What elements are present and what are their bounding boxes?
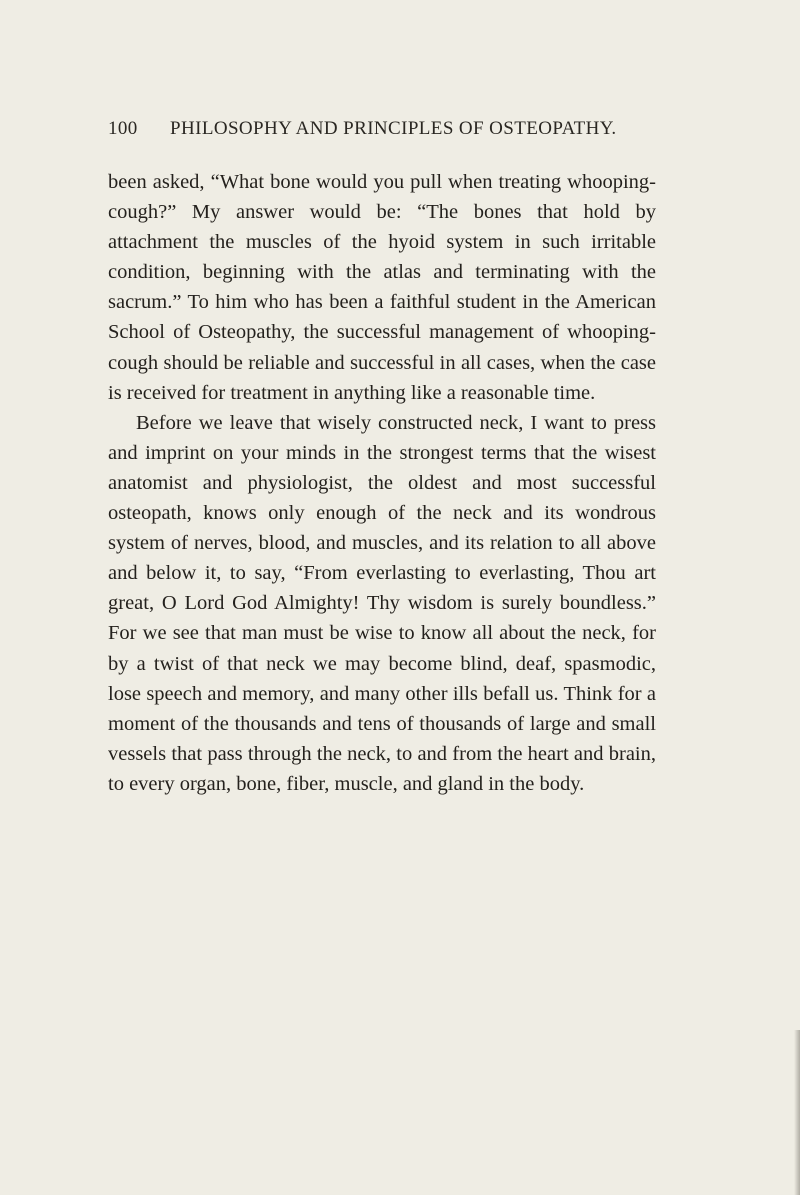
page-edge-shadow: [794, 1030, 800, 1195]
page-header: [108, 118, 648, 148]
running-title: PHILOSOPHY AND PRINCIPLES OF OSTEOPATHY.: [170, 118, 617, 139]
page-number: 100: [108, 118, 138, 139]
body-text: [108, 167, 656, 799]
paragraph-continued: been asked, “What bone would you pull when treating whooping-cough?” My answer would be: “The bones that hold by attachment the muscles of the hyoid system in such irritable condition, beginning with the atlas and terminating with the sacrum.” To him who has been a faithful student in the American School of Osteopathy, the successful management of whooping-cough should be reliable and successful in all cases, when the case is received for treatment in anything like a reasonable time.: [108, 171, 656, 404]
paragraph-neck: Before we leave that wisely constructed neck, I want to press and imprint on your minds in the strongest terms that the wisest anatomist and physiologist, the oldest and most successful osteopath, knows only enough of the neck and its wondrous system of nerves, blood, and muscles, and its relation to all above and below it, to say, “From everlasting to everlasting, Thou art great, O Lord God Almighty! Thy wisdom is surely boundless.” For we see that man must be wise to know all about the neck, for by a twist of that neck we may become blind, deaf, spasmodic, lose speech and memory, and many other ills befall us. Think for a moment of the thousands and tens of thousands of large and small vessels that pass through the neck, to and from the heart and brain, to every organ, bone, fiber, muscle, and gland in the body.: [108, 411, 656, 795]
